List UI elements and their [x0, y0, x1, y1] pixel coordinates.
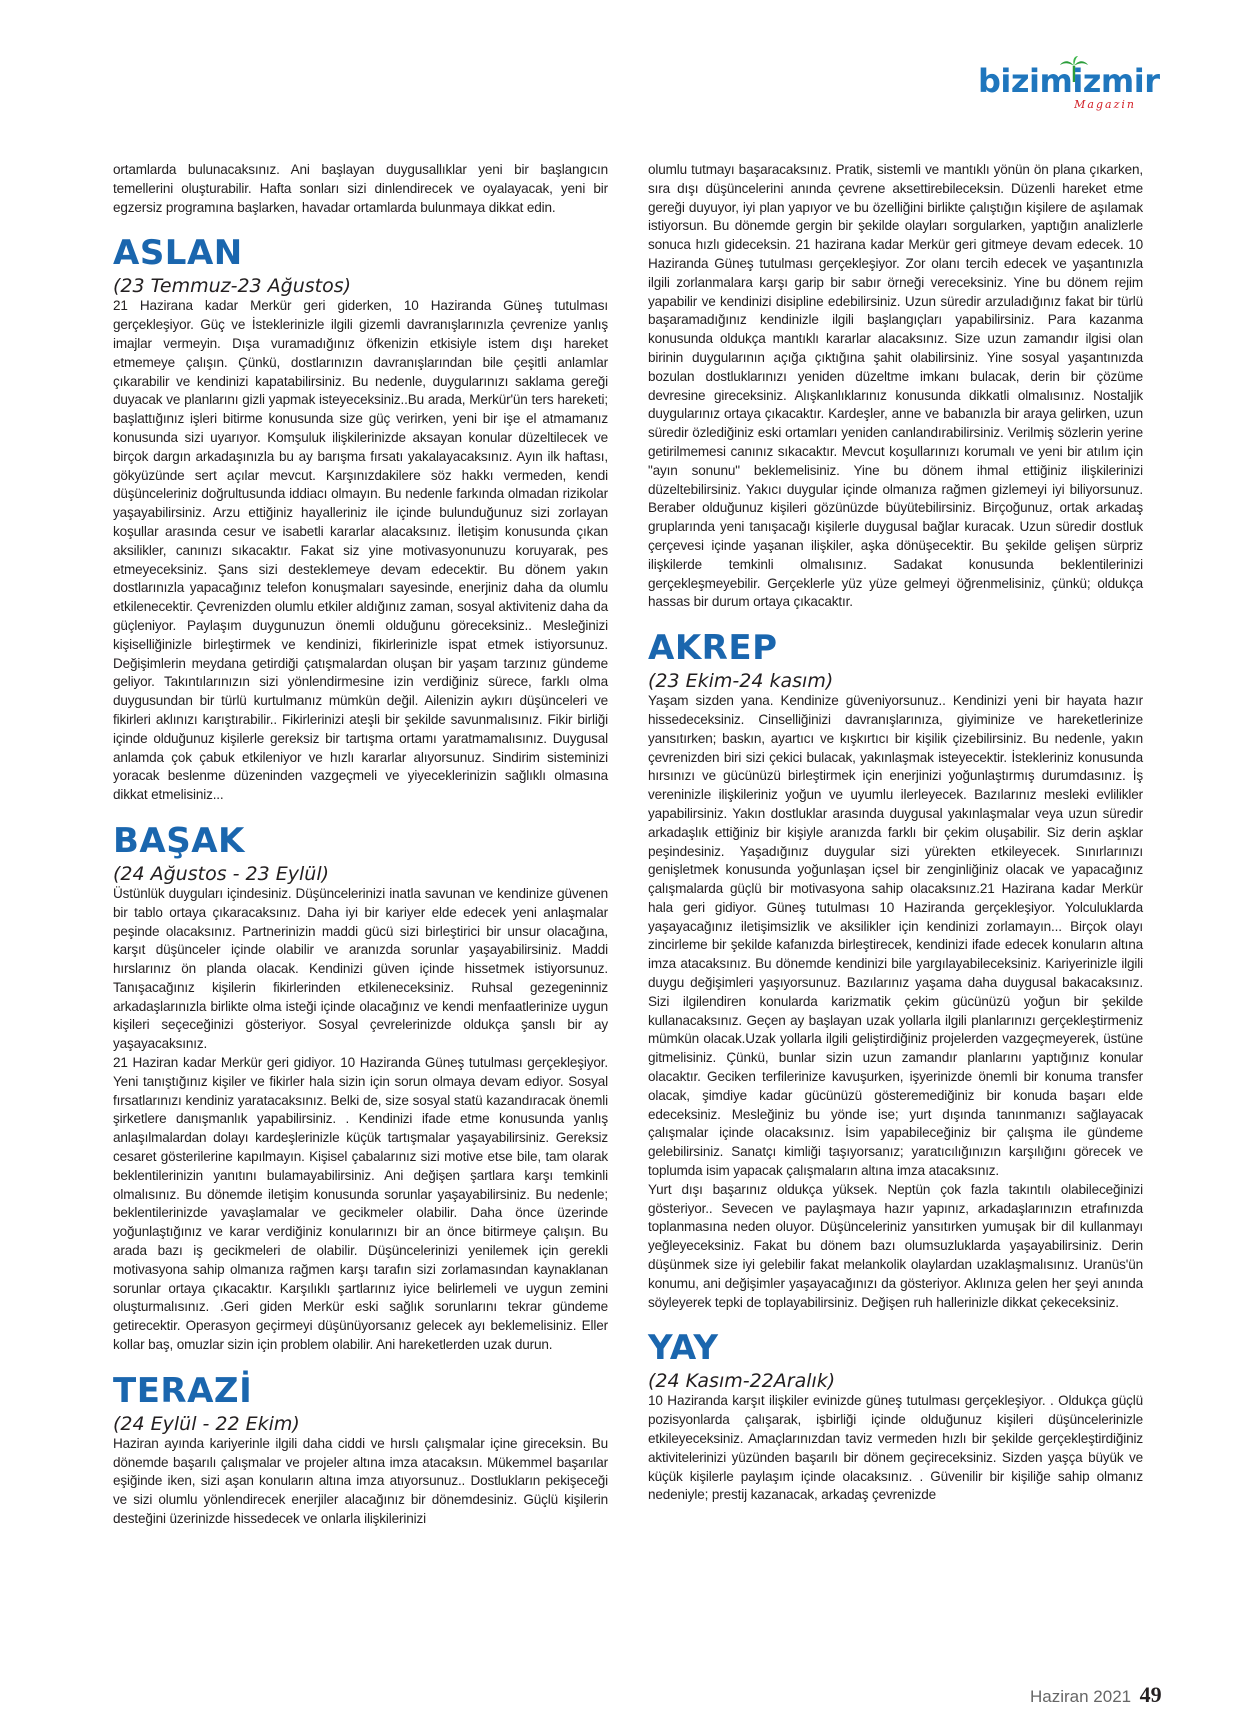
sign-section-akrep [648, 612, 1143, 1312]
sign-dates: (23 Ekim-24 kasım) [648, 670, 834, 693]
issue-date: Haziran 2021 [1030, 1687, 1132, 1706]
left-column [113, 161, 608, 1529]
page-footer [1030, 1682, 1162, 1708]
sign-body: Üstünlük duyguları içindesiniz. Düşüncelerinizi inatla savunan ve kendinize güvenen bir tablo ortaya çıkaracaksınız. Daha iyi bir kariyer elde edecek yeni anlaşmalar peşinde olacaksınız. Partnerinizin maddi gücü sizi birleştirici bir unsur olacağına, karşıt düşünceler içinde olabilir ve aranızda sorunlar yaşayabilirsiniz. Maddi hırslarınız ön planda olacak. Kendinizi güven içinde hissetmek istiyorsunuz. Tanışacağınız kişilerin fikirlerinden etkileneceksiniz. Ruhsal gezegeninniz arkadaşlarınızla birlikte olma isteği içinde olacağınız ve kendi menfaatlerinize uygun kişileri seçeceğinizi gösteriyor. Sosyal çevrelerinizde oldukça şanslı bir ay yaşayacaksınız. 21 Haziran kadar Merkür geri gidiyor. 10 Haziranda Güneş tutulması gerçekleşiyor. Yeni tanıştığınız kişiler ve fikirler hala sizin için sorun olmaya devam ediyor. Sosyal fırsatlarınızı kendiniz yaratacaksınız. Belki de, size sosyal statü kazandıracak önemli şirketlere danışmanlık yapabilirsiniz. . Kendinizi ifade etme konusunda yanlış anlaşılmalardan dolayı kardeşlerinizle küçük tartışmalar yaşayabilirsiniz. Gereksiz cesaret gösterilerine kapılmayın. Kişisel çabalarınız sizi motive etse bile, tam olarak beklentilerinizin yanıtını bulamayabilirsiniz. Ani değişen şartlara karşı temkinli olmalısınız. Bu dönemde iletişim konusunda sorunlar yaşayabilirsiniz. Bu nedenle; beklentilerinizde yavaşlamalar ve gecikmeler olabilir. Daha önce üzerinde yoğunlaştığınız ve karar verdiğiniz konularınızı bir an önce bitirmeye çalışın. Bu arada bazı iş gecikmeleri de olabilir. Düşüncelerinizi yenilemek için gerekli motivasyona sahip olmanıza rağmen karşı tarafın sizi zorlamasından kaynaklanan sorunlar ortaya çıkacaktır. Karşılıklı şartlarınız iyice belirlemeli ve uygun zemini oluşturmalısınız. .Geri giden Merkür eski sağlık sorunlarını tekrar gündeme getirecektir. Operasyon geçirmeyi düşünüyorsanız gelecek ayı beklemelisiniz. Eller kollar baş, omuzlar sizin için problem olabilir. Ani hareketlerden uzak durun. [113, 885, 608, 1353]
sign-title: TERAZİ [113, 1370, 253, 1411]
sign-body: 10 Haziranda karşıt ilişkiler evinizde güneş tutulması gerçekleşiyor. . Oldukça güçlü pozisyonlarda çalışarak, işbirliği içinde olduğunuz kişileri düşüncelerinizle etkileyeceksiniz. Amaçlarınızdan taviz vermeden hızlı bir şekilde gerçekleştirdiğiniz aktivitelerinizi yüzünden başarılı bir dönem geçireceksiniz. Sizden yaşça büyük ve küçük kişilerle paylaşım içinde olacaksınız. . Güvenilir bir kişiliğe sahip olmanız nedeniyle; prestij kazanacak, arkadaş çevrenizde [648, 1393, 1143, 1503]
right-column [648, 161, 1143, 1505]
sign-section-aslan [113, 217, 608, 805]
sign-body: Haziran ayında kariyerinle ilgili daha ciddi ve hırslı çalışmalar içine gireceksin. Bu dönemde başarılı çalışmalar ve projeler altına imza atacaksın. Mükemmel başarılar eşiğinde iken, sizi aşan konuların altına imza atıyorsunuz.. Dostlukların pekişeceği ve sizi olumlu yönlendirecek enerjiler alacağınız bir dönemdesiniz. Güçlü kişilerin desteğini üzerinizde hissedecek ve onlarla ilişkilerinizi [113, 1435, 608, 1527]
brand-logo [978, 62, 1160, 112]
page-number: 49 [1139, 1682, 1162, 1707]
intro-paragraph: olumlu tutmayı başaracaksınız. Pratik, sistemli ve mantıklı yönün ön plana çıkarken, sıra dışı düşüncelerini anında çevrene aksettirebileceksin. Düzenli hareket etme gereği duyuyor, iyi plan yapıyor ve bu özelliğini birlikte çalıştığın kişilere de aşılamak istiyorsun. Bu dönemde gergin bir şekilde olayları sorgularken, yaptığın analizlerle sonuca hızlı gideceksin. 21 hazirana kadar Merkür geri gitmeye devam edecek. 10 Haziranda Güneş tutulması gerçekleşiyor. Zor olanı tercih edecek ve yaşantınızla ilgili zorlanmalara karşı garip bir sabır örneği vereceksiniz. Yine bu dönem rejim yapabilir ve kendinizi disipline edebilirsiniz. Uzun süredir arzuladığınız fakat bir türlü başaramadığınız kendinizle ilgili başlangıçları yapabilirsiniz. Para kazanma konusunda oldukça mantıklı kararlar alacaksınız. Size uzun zamandır ilgisi olan birinin duygularının açığa çıktığına şahit olabilirsiniz. Yine sosyal yaşantınızda bozulan dostluklarınızı yeniden düzeltme imkanı bulacak, derin bir çözüme devresine gireceksiniz. Alışkanlıklarınız konusunda dikkatli olmalısınız. Nostaljik duygularınız ortaya çıkacaktır. Kardeşler, anne ve babanızla bir araya gelirken, uzun süredir özlediğiniz eski ortamları yeniden canlandırabilirsiniz. Verilmiş sözlerin yerine getirilmemesi canınız sıkacaktır. Mevcut koşullarınızı korumalı ve yeni bir atılım için "ayın sonunu" beklemelisiniz. Yine bu dönem ihmal ettiğiniz ilişkilerinizi düzeltebilirsiniz. Yakıcı duygular içinde olmanıza rağmen gizlemeyi iyi biliyorsunuz. Beraber olduğunuz kişileri gözünüzde büyütebilirsiniz. Birçoğunuz, ortak arkadaş gruplarında yeni tanışacağı kişilerle duygusal bağlar kuracak. Uzun süredir dostluk çerçevesi içinde yaşanan ilişkiler, aşka dönüşecektir. Bu şekilde gelişen sürpriz ilişkilerde temkinli olmalısınız. Sadakat konusunda beklentilerinizi gerçekleşmeyebilir. Gerçeklerle yüz yüze gelmeyi öğrenmelisiniz, çünkü; oldukça hassas bir durum ortaya çıkacaktır. [648, 162, 1143, 610]
brand-tagline: Magazin [1074, 98, 1136, 111]
sign-title: BAŞAK [113, 820, 245, 861]
sign-title: YAY [648, 1328, 719, 1369]
sign-dates: (24 Kasım-22Aralık) [648, 1370, 836, 1393]
sign-title: AKREP [648, 628, 778, 669]
brand-name: bizimizmir [978, 62, 1160, 100]
sign-dates: (24 Ağustos - 23 Eylül) [113, 862, 330, 885]
sign-section-terazi [113, 1355, 608, 1529]
sign-body: 21 Hazirana kadar Merkür geri giderken, 10 Haziranda Güneş tutulması gerçekleşiyor. Güç ve İsteklerinizle ilgili gizemli davranışlarınızla çevrenize yanlış imajlar vermeyin. Dışa vuramadığınız öfkenizin etkisiyle istem dışı hareket etmemeye çalışın. Çünkü, dostlarınızın davranışlarından bile çeşitli anlamlar çıkarabilir ve kendinizi kapatabilirsiniz. Bu nedenle, duygularınızı saklama gereği duyacak ve planlarını gizli yapmak isteyeceksiniz..Bu arada, Merkür'ün ters hareketi; başlattığınız işleri bitirme konusunda size güç verirken, yeni bir işe el atmamanız konusunda sizi uyarıyor. Komşuluk ilişkilerinizde aksayan konular düzeltilecek ve birçok dargın arkadaşınızla bu ay barışma fırsatı yakalayacaksınız. Ayın ilk haftası, gökyüzünde sert açılar mevcut. Karşınızdakilere söz hakkı vermeden, kendi düşünceleriniz doğrultusunda iddiacı olmayın. Bu nedenle farkında olmadan rizikolar yaşayabilirsiniz. Arzu ettiğiniz hayalleriniz ile içinde bulunduğunuz sizi zorlayan koşullar arasında cesur ve isabetli kararlar alacaksınız. İletişim konusunda çıkan aksilikler, canınızı sıkacaktır. Fakat siz yine motivasyonunuzu koruyarak, pes etmeyeceksiniz. Şans sizi desteklemeye devam edecektir. Bu dönem yakın dostlarınızla yapacağınız telefon konuşmaları sayesinde, enerjiniz daha da olumlu etkilenecektir. Çevrenizden olumlu etkiler aldığınız zaman, sosyal aktiviteniz daha da güçleniyor. Paylaşım duygunuzun önemli olduğunu göreceksiniz.. Mesleğinizi kişiselliğinizle birleştirmek ve kendinizi, fikirlerinizle ispat etmek istiyorsunuz. Değişimlerin meydana getirdiği çatışmalardan oluşan bir yaşam tarzınız gündeme geliyor. Takıntılarınızın sizi yönlendirmesine izin verdiğiniz sürece, farklı olma duygusundan bir türlü kurtulmanız mümkün değil. Ailenizin aykırı düşünceleri ve fikirleri aklınızı karıştırabilir.. Fikirlerinizi ateşli bir şekilde savunmalısınız. Fikir birliği içinde olduğunuz kişilerle gereksiz bir tartışma ortamı yaratmamalısınız. Duygusal anlamda çok çabuk etkileniyor ve hızlı kararlar alıyorsunuz. Sindirim sisteminizi yoracak beslenme düzeninden vazgeçmeli ve yiyeceklerinizin sağlıklı olmasına dikkat etmelisiniz... [113, 298, 608, 803]
sign-dates: (24 Eylül - 22 Ekim) [113, 1412, 300, 1435]
sign-title: ASLAN [113, 233, 243, 274]
sign-section-basak [113, 805, 608, 1355]
sign-dates: (23 Temmuz-23 Ağustos) [113, 275, 352, 298]
intro-paragraph: ortamlarda bulunacaksınız. Ani başlayan duygusallıklar yeni bir başlangıcın temellerini oluşturabilir. Hafta sonları sizi dinlendirecek ve oyalayacak, yeni bir egzersiz programına başlarken, havadar ortamlarda bulunmaya dikkat edin. [113, 162, 608, 215]
sign-body: Yaşam sizden yana. Kendinize güveniyorsunuz.. Kendinizi yeni bir hayata hazır hissedeceksiniz. Cinselliğinizi davranışlarınıza, giyiminize ve hareketlerinize yansıtırken; baskın, ayartıcı ve kışkırtıcı bir kişilik çizebilirsiniz. Bu nedenle, yakın çevrenizden biri sizi çekici bulacak, yakınlaşmak isteyecektir. İstekleriniz konusunda hırsınızı ve gücünüzü birleştirmek için enerjinizi yoğunlaştırmış durumdasınız. İş vereninizle ilişkileriniz yoğun ve uyumlu ilerleyecek. Bazılarınız mesleki evlilikler yapabilirsiniz. Yakın dostluklar arasında duygusal yakınlaşmalar veya uzun süredir arkadaşlık ettiğiniz bir kişiyle aranızda farklı bir çekim oluşabilir. Siz derin aşklar peşindesiniz. Yaşadığınız duygular sizi yürekten etkileyecek. Sınırlarınızı genişletmek konusunda yoğunlaşan içsel bir zenginliğiniz olacak ve yapacağınız çalışmalarda güçlü bir motivasyona sahip olacaksınız.21 Hazirana kadar Merkür hala geri gidiyor. Güneş tutulması 10 Haziranda gerçekleşiyor. Yolculuklarda yaşayacağınız iletişimsizlik ve aksilikler için kendinizi zorlamayın... Birçok olayı zincirleme bir şekilde kafanızda birleştirecek, kendinizi ifade edecek konuların altına imza atacaksınız. Bu dönemde kendinizi bile yargılayabileceksiniz. Kariyerinizle ilgili duygu değişimleri yaşıyorsunuz. Bazılarınız yaşama daha duygusal bakacaksınız. Sizi ilgilendiren konularda karizmatik çekim gücünüzü yoğun bir şekilde kullanacaksınız. Geçen ay başlayan uzak yollarla ilgili planlarınızı gerçekleştirmeniz mümkün olacak.Uzak yollarla ilgili geliştirdiğiniz projelerden vazgeçmeyerek, üstüne gitmelisiniz. Çünkü, bunlar sizin uzun zamandır planlarını yaptığınız konular olacaktır. Geciken terfilerinize kavuşurken, işyerinizde önemli bir konuma transfer olacak, şimdiye kadar gücünüzü gösteremediğiniz bir konuda başarı elde edeceksiniz. Mesleğiniz bu yönde ise; yurt dışında tanınmanızı sağlayacak çalışmalar içinde olacaksınız. İsim yapabileceğiniz bir çalışma ile gündeme gelebilirsiniz. Sanatçı kimliği taşıyorsanız; yaratıcılığınızın karşılığını görecek ve toplumda isim yapacak çalışmaların altına imza atacaksınız. Yurt dışı başarınız oldukça yüksek. Neptün çok fazla takıntılı olabileceğinizi gösteriyor.. Sevecen ve paylaşmaya hazır yapınız, arkadaşlarınızın etrafınızda toplanmasına neden oluyor. Düşünceleriniz yansıtırken yumuşak bir dil kullanmayı yeğleyeceksiniz. Fakat bu dönem bazı olumsuzluklarda yaşayabilirsiniz. Derin düşünmek size iyi gelebilir fakat melankolik olaylardan uzaklaşmalısınız. Uranüs'ün konumu, ani değişimler yaşayacağınızı da gösteriyor. Aklınıza gelen her şeyi anında söyleyerek tepki de toplayabilirsiniz. Değişen ruh hallerinizle dikkat çekeceksiniz. [648, 693, 1143, 1310]
sign-section-yay [648, 1312, 1143, 1505]
